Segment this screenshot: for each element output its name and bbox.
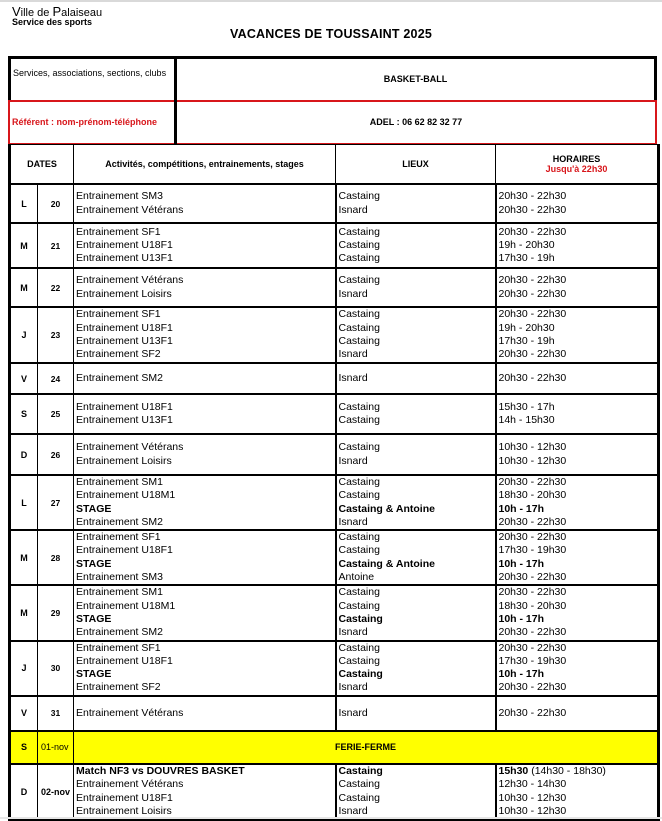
activity-item: Entrainement SF1 <box>76 225 161 238</box>
header-dates: DATES <box>10 145 74 185</box>
places-cell <box>336 696 496 731</box>
activities-cell <box>74 307 336 363</box>
place-item: Isnard <box>338 681 368 694</box>
places-cell <box>336 530 496 585</box>
place-item: Castaing <box>338 586 380 599</box>
time-item: 20h30 - 22h30 <box>498 531 567 544</box>
activity-item: Entrainement SM2 <box>76 371 163 384</box>
day-letter: S <box>10 394 38 434</box>
time-item: 10h - 17h <box>498 668 545 681</box>
places-cell <box>336 268 496 307</box>
time-item: 20h30 - 22h30 <box>498 203 567 216</box>
hours-cell <box>496 268 659 307</box>
place-item: Isnard <box>338 371 368 384</box>
hours-cell <box>496 764 659 820</box>
place-item: Castaing <box>338 274 380 287</box>
activity-item: Entrainement U18M1 <box>76 489 176 502</box>
table-row <box>10 641 659 696</box>
holiday-row <box>10 731 659 764</box>
referent-label: Référent : nom-prénom-téléphone <box>12 117 158 127</box>
hours-cell <box>496 696 659 731</box>
day-date: 30 <box>38 641 74 696</box>
activity-item: Entrainement Loisirs <box>76 804 172 817</box>
activity-item: Entrainement SM3 <box>76 571 163 584</box>
page-top-edge <box>0 0 662 2</box>
day-letter: M <box>10 268 38 307</box>
activity-item: STAGE <box>76 557 112 570</box>
time-item: 14h - 15h30 <box>498 414 555 426</box>
activity-item: Entrainement U18F1 <box>76 544 173 557</box>
day-date: 26 <box>38 434 74 475</box>
time-start: 15h30 <box>498 764 529 777</box>
day-date: 02-nov <box>38 764 74 820</box>
header-hours <box>496 145 659 185</box>
time-item: 17h30 - 19h <box>498 252 555 265</box>
time-item: 12h30 - 14h30 <box>498 778 567 791</box>
activity-item: Entrainement U13F1 <box>76 252 173 265</box>
places-cell <box>336 764 496 820</box>
place-item: Castaing <box>338 252 380 265</box>
header-hours-note: Jusqu'à 22h30 <box>545 164 608 174</box>
place-item: Castaing <box>338 225 380 238</box>
place-item: Isnard <box>338 454 368 467</box>
time-item: 10h30 - 12h30 <box>498 454 567 467</box>
place-item: Castaing <box>338 190 380 203</box>
day-letter: L <box>10 184 38 223</box>
place-item: Castaing <box>338 400 380 413</box>
time-item: 20h30 - 22h30 <box>498 515 567 528</box>
activity-item: Entrainement SF2 <box>76 681 161 694</box>
activities-cell <box>74 475 336 530</box>
table-row <box>10 434 659 475</box>
activity-item: STAGE <box>76 668 112 681</box>
hours-cell <box>496 530 659 585</box>
places-cell <box>336 434 496 475</box>
day-date: 28 <box>38 530 74 585</box>
place-item: Castaing <box>338 441 380 454</box>
day-date: 20 <box>38 184 74 223</box>
places-cell <box>336 394 496 434</box>
activity-item: Entrainement SF1 <box>76 641 161 654</box>
activity-item: Entrainement U13F1 <box>76 335 173 347</box>
place-item: Castaing <box>338 489 380 502</box>
place-item: Castaing <box>338 764 383 777</box>
place-item: Castaing <box>338 778 380 791</box>
place-item: Castaing <box>338 641 380 654</box>
activity-item: Entrainement SM1 <box>76 586 163 599</box>
day-letter: J <box>10 307 38 363</box>
activity-item: Entrainement SM2 <box>76 515 163 528</box>
services-value: BASKET-BALL <box>383 74 448 84</box>
places-cell <box>336 641 496 696</box>
activity-item: Entrainement U18F1 <box>76 321 173 334</box>
holiday-label: FERIE-FERME <box>74 731 659 764</box>
activity-item: Entrainement Vétérans <box>76 778 184 791</box>
hours-cell <box>496 223 659 268</box>
activity-item: Entrainement Vétérans <box>76 274 184 287</box>
place-item: Antoine <box>338 571 375 584</box>
hours-cell <box>496 434 659 475</box>
activity-item: Entrainement U18M1 <box>76 599 176 612</box>
place-item: Castaing <box>338 544 380 557</box>
hours-cell <box>496 585 659 640</box>
places-cell <box>336 585 496 640</box>
time-item: 20h30 - 22h30 <box>498 586 567 599</box>
activity-item: STAGE <box>76 502 112 515</box>
day-date: 21 <box>38 223 74 268</box>
hours-cell <box>496 641 659 696</box>
place-item: Castaing <box>338 414 380 426</box>
table-row <box>10 223 659 268</box>
day-letter: J <box>10 641 38 696</box>
hours-cell <box>496 363 659 394</box>
time-item: 20h30 - 22h30 <box>498 571 567 584</box>
activity-item: Entrainement Loisirs <box>76 454 172 467</box>
day-date: 29 <box>38 585 74 640</box>
org-text-2: alaiseau <box>61 7 103 19</box>
activity-item: Entrainement U13F1 <box>76 414 173 426</box>
places-cell <box>336 184 496 223</box>
hours-cell <box>496 475 659 530</box>
schedule-body <box>10 184 659 820</box>
time-item: 10h30 - 12h30 <box>498 804 567 817</box>
table-row <box>10 363 659 394</box>
schedule-table <box>8 144 660 821</box>
day-date: 22 <box>38 268 74 307</box>
place-item: Castaing & Antoine <box>338 557 435 570</box>
hours-cell <box>496 184 659 223</box>
places-cell <box>336 223 496 268</box>
table-row <box>10 764 659 820</box>
activity-item: Entrainement U18F1 <box>76 791 173 804</box>
referent-row <box>8 100 657 145</box>
place-item: Isnard <box>338 348 368 361</box>
table-row <box>10 475 659 530</box>
place-item: Castaing <box>338 335 380 347</box>
table-row <box>10 268 659 307</box>
time-item: 20h30 - 22h30 <box>498 308 567 321</box>
day-letter: V <box>10 363 38 394</box>
day-letter: M <box>10 585 38 640</box>
place-item: Castaing <box>338 308 380 321</box>
activities-cell <box>74 363 336 394</box>
table-row <box>10 184 659 223</box>
services-label: Services, associations, sections, clubs <box>13 68 167 78</box>
place-item: Isnard <box>338 515 368 528</box>
table-header-row <box>10 145 659 185</box>
place-item: Castaing <box>338 654 380 667</box>
time-item: 18h30 - 20h30 <box>498 599 567 612</box>
activities-cell <box>74 184 336 223</box>
day-letter: V <box>10 696 38 731</box>
activities-cell <box>74 268 336 307</box>
time-item: 20h30 - 22h30 <box>498 274 567 287</box>
activity-item: Entrainement Vétérans <box>76 203 184 216</box>
place-item: Castaing <box>338 668 383 681</box>
referent-value: ADEL : 06 62 82 32 77 <box>369 117 463 127</box>
activity-item: Match NF3 vs DOUVRES BASKET <box>76 764 245 777</box>
day-date: 01-nov <box>38 731 74 764</box>
time-item: 20h30 - 22h30 <box>498 348 567 361</box>
activity-item: Entrainement SM2 <box>76 626 163 639</box>
place-item: Isnard <box>338 203 368 216</box>
header-places: LIEUX <box>336 145 496 185</box>
time-item: 19h - 20h30 <box>498 321 555 334</box>
time-item: 17h30 - 19h30 <box>498 654 567 667</box>
service-name: Service des sports <box>12 17 93 27</box>
activities-cell <box>74 764 336 820</box>
places-cell <box>336 475 496 530</box>
place-item: Castaing <box>338 321 380 334</box>
place-item: Castaing <box>338 791 380 804</box>
time-item: 19h - 20h30 <box>498 238 555 251</box>
activity-item: Entrainement SF2 <box>76 348 161 361</box>
time-item: 20h30 - 22h30 <box>498 476 567 488</box>
place-item: Castaing & Antoine <box>338 502 435 515</box>
place-item: Castaing <box>338 612 383 625</box>
time-item: 10h30 - 12h30 <box>498 441 567 454</box>
time-item: 17h30 - 19h <box>498 335 555 347</box>
time-item: 20h30 - 22h30 <box>498 706 567 719</box>
time-item: 15h30 - 17h <box>498 400 555 413</box>
activity-item: Entrainement U18F1 <box>76 654 173 667</box>
time-range: (14h30 - 18h30) <box>528 764 606 777</box>
activities-cell <box>74 585 336 640</box>
header-hours-label: HORAIRES <box>552 154 601 164</box>
activity-item: Entrainement Vétérans <box>76 706 184 719</box>
hours-cell <box>496 394 659 434</box>
day-letter: D <box>10 434 38 475</box>
activities-cell <box>74 223 336 268</box>
time-item: 20h30 - 22h30 <box>498 681 567 694</box>
place-item: Castaing <box>338 238 380 251</box>
places-cell <box>336 307 496 363</box>
table-row <box>10 394 659 434</box>
activity-item: Entrainement Loisirs <box>76 287 172 300</box>
services-row <box>8 56 657 101</box>
place-item: Isnard <box>338 626 368 639</box>
time-item <box>499 765 658 778</box>
activities-cell <box>74 434 336 475</box>
time-item: 10h - 17h <box>498 502 545 515</box>
activity-item: Entrainement SM1 <box>76 476 163 488</box>
time-item: 18h30 - 20h30 <box>498 489 567 502</box>
day-letter: D <box>10 764 38 820</box>
day-date: 27 <box>38 475 74 530</box>
time-item: 20h30 - 22h30 <box>498 190 567 203</box>
time-item: 20h30 - 22h30 <box>498 626 567 639</box>
time-item: 10h30 - 12h30 <box>498 791 567 804</box>
time-item: 17h30 - 19h30 <box>498 544 567 557</box>
time-item: 10h - 17h <box>498 557 545 570</box>
day-letter: L <box>10 475 38 530</box>
place-item: Castaing <box>338 476 380 488</box>
day-date: 24 <box>38 363 74 394</box>
org-initial-p: P <box>52 4 62 19</box>
time-item: 20h30 - 22h30 <box>498 287 567 300</box>
activities-cell <box>74 641 336 696</box>
place-item: Isnard <box>338 706 368 719</box>
place-item: Isnard <box>338 287 368 300</box>
hours-cell <box>496 307 659 363</box>
org-text-1: ille de <box>20 7 53 19</box>
activity-item: Entrainement Vétérans <box>76 441 184 454</box>
activity-item: Entrainement SM3 <box>76 190 163 203</box>
place-item: Castaing <box>338 599 380 612</box>
activity-item: Entrainement U18F1 <box>76 400 173 413</box>
header-activities: Activités, compétitions, entrainements, stages <box>74 145 336 185</box>
activities-cell <box>74 530 336 585</box>
table-row <box>10 585 659 640</box>
table-row <box>10 307 659 363</box>
activity-item: Entrainement U18F1 <box>76 238 173 251</box>
org-initial-v: V <box>12 4 21 19</box>
time-item: 20h30 - 22h30 <box>498 225 567 238</box>
day-date: 31 <box>38 696 74 731</box>
activity-item: Entrainement SF1 <box>76 531 161 544</box>
activity-item: STAGE <box>76 612 112 625</box>
day-date: 23 <box>38 307 74 363</box>
time-item: 20h30 - 22h30 <box>498 641 567 654</box>
place-item: Isnard <box>338 804 368 817</box>
day-letter: M <box>10 530 38 585</box>
day-letter: M <box>10 223 38 268</box>
time-item: 20h30 - 22h30 <box>498 371 567 384</box>
activities-cell <box>74 696 336 731</box>
place-item: Castaing <box>338 531 380 544</box>
activity-item: Entrainement SF1 <box>76 308 161 321</box>
table-row <box>10 696 659 731</box>
day-date: 25 <box>38 394 74 434</box>
time-item: 10h - 17h <box>498 612 545 625</box>
page-title: VACANCES DE TOUSSAINT 2025 <box>229 27 432 41</box>
activities-cell <box>74 394 336 434</box>
day-letter: S <box>10 731 38 764</box>
places-cell <box>336 363 496 394</box>
table-row <box>10 530 659 585</box>
